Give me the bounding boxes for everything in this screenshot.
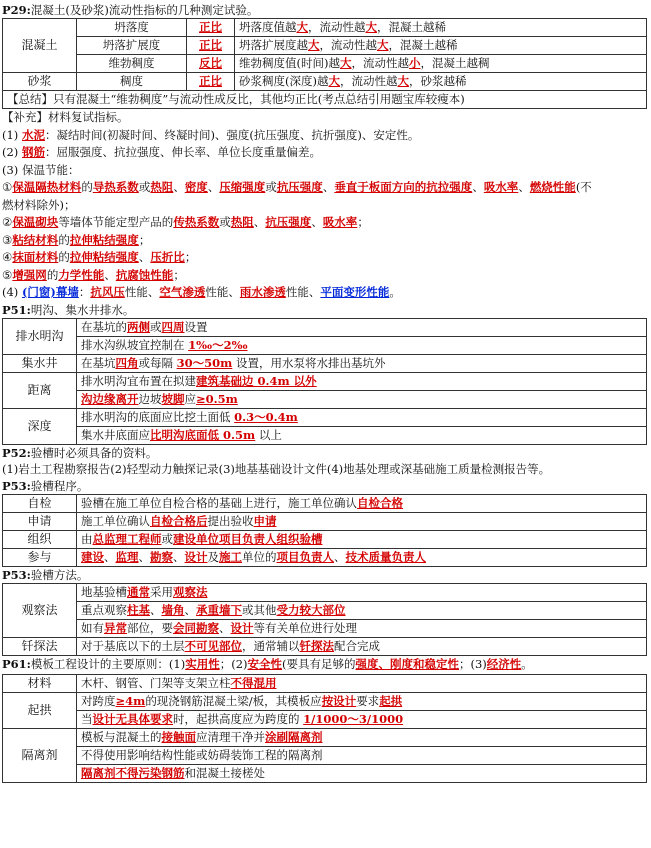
cell: 建设、监理、勘察、设计及施工单位的项目负责人、技术质量负责人 bbox=[77, 549, 647, 567]
cell: 坍落度值越大，流动性越大，混凝土越稀 bbox=[235, 19, 647, 37]
supp-insulation: (3) 保温节能： bbox=[2, 162, 80, 177]
cell: 当设计无具体要求时，起拱高度应为跨度的 1/1000～3/1000 bbox=[77, 710, 647, 728]
table-row bbox=[3, 549, 647, 567]
cell: 重点观察柱基、墙角、承重墙下或其他受力较大部位 bbox=[77, 602, 647, 620]
supp-item-1-cont: 燃材料除外)； bbox=[2, 197, 76, 212]
cell: 在基坑的两侧或四周设置 bbox=[77, 318, 647, 336]
cell: 地基验槽通常采用观察法 bbox=[77, 584, 647, 602]
cell: 排水明沟宜布置在拟建建筑基础边 0.4m 以外 bbox=[77, 372, 647, 390]
table-row bbox=[3, 91, 647, 109]
cell: 排水沟纵坡宜控制在 1‰～2‰ bbox=[77, 336, 647, 354]
p61-table bbox=[2, 674, 647, 783]
table-row bbox=[3, 513, 647, 531]
cell: 对于基底以下的土层不可见部位，通常辅以钎探法配合完成 bbox=[77, 638, 647, 656]
supp-item-5: ⑤增强网的力学性能、抗腐蚀性能； bbox=[2, 267, 185, 282]
cell: 沟边缘离开边坡坡脚应≥0.5m bbox=[77, 390, 647, 408]
table-row bbox=[3, 55, 647, 73]
table-row bbox=[3, 746, 647, 764]
table-row bbox=[3, 354, 647, 372]
table-row bbox=[3, 764, 647, 782]
row-label: 集水井 bbox=[3, 354, 77, 372]
supp-cement: (1) 水泥：凝结时间(初凝时间、终凝时间)、强度(抗压强度、抗折强度)、安定性。 bbox=[2, 127, 420, 142]
supp-item-1: ①保温隔热材料的导热系数或热阻、密度、压缩强度或抗压强度、垂直于板面方向的抗拉强度、吸水率、燃烧性能(不 bbox=[2, 180, 592, 194]
p29-heading: P29:混凝土(及砂浆)流动性指标的几种测定试验。 bbox=[2, 3, 259, 17]
row-label: 混凝土 bbox=[3, 19, 77, 73]
table-row bbox=[3, 318, 647, 336]
row-label: 材料 bbox=[3, 674, 77, 692]
table-row bbox=[3, 674, 647, 692]
table-row bbox=[3, 620, 647, 638]
p53-program-heading: P53:验槽程序。 bbox=[2, 479, 89, 493]
table-row bbox=[3, 37, 647, 55]
row-label: 申请 bbox=[3, 513, 77, 531]
p29-table bbox=[2, 18, 647, 109]
table-row bbox=[3, 638, 647, 656]
row-label: 隔离剂 bbox=[3, 728, 77, 782]
cell: 砂浆稠度(深度)越大，流动性越大，砂浆越稀 bbox=[235, 73, 647, 91]
cell: 隔离剂不得污染钢筋和混凝土接槎处 bbox=[77, 764, 647, 782]
row-label: 自检 bbox=[3, 495, 77, 513]
relation-badge: 正比 bbox=[199, 74, 222, 88]
p52-heading: P52:验槽时必须具备的资料。 bbox=[2, 445, 158, 460]
row-label: 组织 bbox=[3, 531, 77, 549]
table-row bbox=[3, 19, 647, 37]
cell: 对跨度≥4m的现浇钢筋混凝土梁/板，其模板应按设计要求起拱 bbox=[77, 692, 647, 710]
supp-steel: (2) 钢筋：屈服强度、抗拉强度、伸长率、单位长度重量偏差。 bbox=[2, 145, 321, 159]
row-label: 观察法 bbox=[3, 584, 77, 638]
table-row bbox=[3, 584, 647, 602]
row-label: 钎探法 bbox=[3, 638, 77, 656]
row-label: 排水明沟 bbox=[3, 318, 77, 354]
cell: 维勃稠度值(时间)越大，流动性越小，混凝土越稠 bbox=[235, 55, 647, 73]
row-label: 砂浆 bbox=[3, 73, 77, 91]
cell: 在基坑四角或每隔 30～50m 设置，用水泵将水排出基坑外 bbox=[77, 354, 647, 372]
table-row bbox=[3, 602, 647, 620]
cell: 模板与混凝土的接触面应清理干净并涂刷隔离剂 bbox=[77, 728, 647, 746]
cell: 由总监理工程师或建设单位项目负责人组织验槽 bbox=[77, 531, 647, 549]
supp-curtain-wall: (4) (门窗)幕墙：抗风压性能、空气渗透性能、雨水渗透性能、平面变形性能。 bbox=[2, 285, 401, 299]
p61-heading: P61:模板工程设计的主要原则：(1)实用性；(2)安全性(要具有足够的强度、刚度和稳定性；(3)经济性。 bbox=[2, 657, 533, 671]
table-row bbox=[3, 372, 647, 390]
cell: 如有异常部位，要会同勘察、设计等有关单位进行处理 bbox=[77, 620, 647, 638]
relation-badge: 正比 bbox=[199, 20, 222, 34]
supp-heading: 【补充】材料复试指标。 bbox=[2, 110, 129, 124]
p53-program-table bbox=[2, 494, 647, 567]
relation-badge: 正比 bbox=[199, 38, 222, 52]
table-row bbox=[3, 710, 647, 728]
row-label: 深度 bbox=[3, 408, 77, 444]
cell: 排水明沟的底面应比挖土面低 0.3～0.4m bbox=[77, 408, 647, 426]
p51-table bbox=[2, 318, 647, 445]
p51-heading: P51:明沟、集水井排水。 bbox=[2, 302, 135, 317]
cell: 维勃稠度 bbox=[77, 55, 187, 73]
cell: 不得使用影响结构性能或妨碍装饰工程的隔离剂 bbox=[77, 746, 647, 764]
relation-badge: 反比 bbox=[199, 56, 222, 70]
supp-item-3: ③粘结材料的拉伸粘结强度； bbox=[2, 232, 151, 247]
p53-method-table bbox=[2, 583, 647, 656]
table-row bbox=[3, 426, 647, 444]
table-row bbox=[3, 73, 647, 91]
supp-item-2: ②保温砌块等墙体节能定型产品的传热系数或热阻、抗压强度、吸水率； bbox=[2, 215, 369, 229]
table-row bbox=[3, 728, 647, 746]
table-row bbox=[3, 495, 647, 513]
cell: 木杆、钢管、门架等支架立柱不得混用 bbox=[77, 674, 647, 692]
table-row bbox=[3, 531, 647, 549]
cell: 稠度 bbox=[77, 73, 187, 91]
cell: 施工单位确认自检合格后提出验收申请 bbox=[77, 513, 647, 531]
p52-body: (1)岩土工程勘察报告(2)轻型动力触探记录(3)地基基础设计文件(4)地基处理或深基础施工质量检测报告等。 bbox=[2, 461, 551, 476]
supp-item-4: ④抹面材料的拉伸粘结强度、压折比； bbox=[2, 250, 197, 264]
cell: 坍落度 bbox=[77, 19, 187, 37]
summary-cell: 【总结】只有混凝土“维勃稠度”与流动性成反比，其他均正比(考点总结引用题宝库较瘦本) bbox=[3, 91, 647, 109]
row-label: 参与 bbox=[3, 549, 77, 567]
cell: 验槽在施工单位自检合格的基础上进行，施工单位确认自检合格 bbox=[77, 495, 647, 513]
cell: 集水井底面应比明沟底面低 0.5m 以上 bbox=[77, 426, 647, 444]
cell: 坍落扩展度越大，流动性越大，混凝土越稀 bbox=[235, 37, 647, 55]
row-label: 距离 bbox=[3, 372, 77, 408]
table-row bbox=[3, 692, 647, 710]
p53-method-heading: P53:验槽方法。 bbox=[2, 568, 89, 582]
table-row bbox=[3, 390, 647, 408]
row-label: 起拱 bbox=[3, 692, 77, 728]
cell: 坍落扩展度 bbox=[77, 37, 187, 55]
table-row bbox=[3, 336, 647, 354]
table-row bbox=[3, 408, 647, 426]
